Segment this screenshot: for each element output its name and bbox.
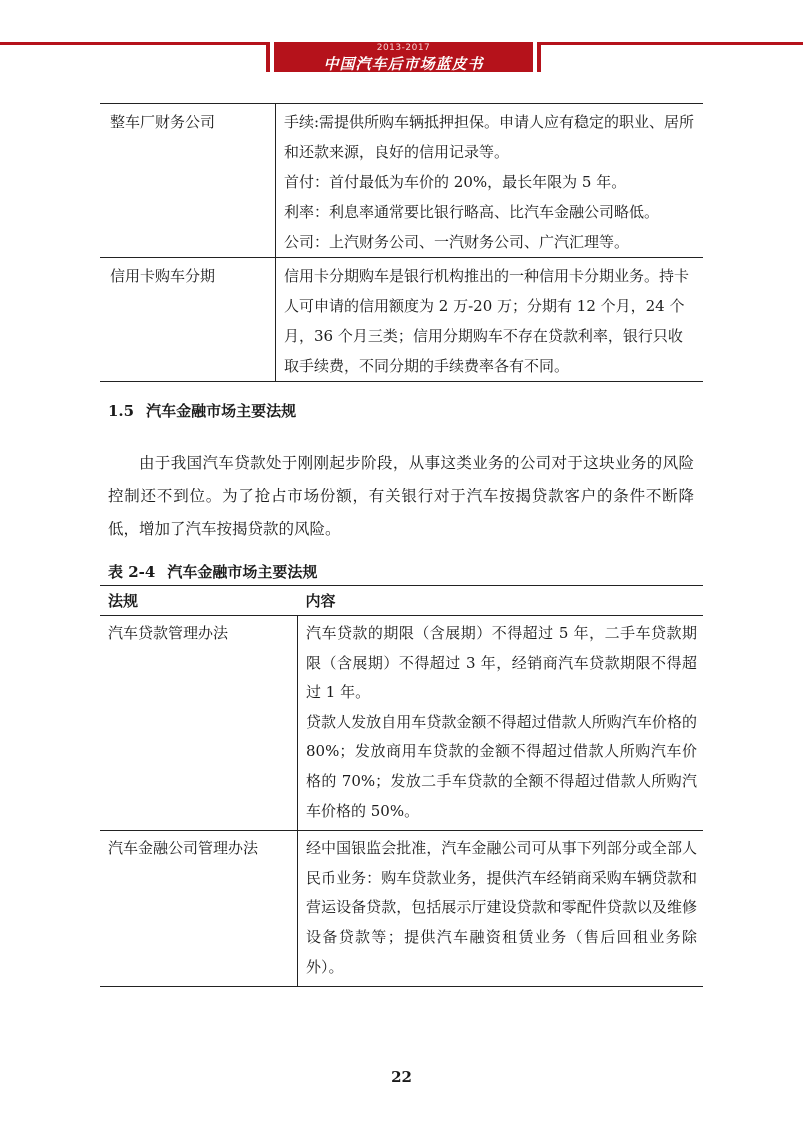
row-content <box>276 258 704 382</box>
table-row <box>100 258 703 382</box>
content-line: 首付：首付最低为车价的 20%，最长年限为 5 年。 <box>284 173 627 191</box>
content-line: 手续:需提供所购车辆抵押担保。申请人应有稳定的职业、居所和还款来源，良好的信用记录等。 <box>284 113 695 161</box>
column-header-content: 内容 <box>298 586 704 616</box>
row-name: 信用卡购车分期 <box>100 258 276 382</box>
section-number: 1.5 <box>108 402 135 420</box>
content-line: 公司：上汽财务公司、一汽财务公司、广汽汇理等。 <box>284 233 630 251</box>
row-content <box>298 616 704 831</box>
row-name: 整车厂财务公司 <box>100 104 276 258</box>
table-row <box>100 831 703 987</box>
header-rule-left <box>0 42 268 45</box>
row-name: 汽车贷款管理办法 <box>100 616 298 831</box>
header-banner <box>274 42 533 72</box>
table-number: 表 2-4 <box>108 563 156 581</box>
body-paragraph: 由于我国汽车贷款处于刚刚起步阶段，从事这类业务的公司对于这块业务的风险控制还不到位。为了抢占市场份额，有关银行对于汽车按揭贷款客户的条件不断降低，增加了汽车按揭贷款的风险。 <box>108 454 694 538</box>
table-row <box>100 616 703 831</box>
page-number: 22 <box>391 1068 412 1086</box>
row-content <box>276 104 704 258</box>
financing-methods-table <box>100 103 703 382</box>
section-title: 汽车金融市场主要法规 <box>146 402 297 420</box>
table-title: 汽车金融市场主要法规 <box>167 563 318 581</box>
header-rule-right <box>540 42 803 45</box>
content-line: 利率：利息率通常要比银行略高、比汽车金融公司略低。 <box>284 203 660 221</box>
header-title: 中国汽车后市场蓝皮书 <box>323 55 484 73</box>
header-accent-right <box>537 42 541 72</box>
header-accent-left <box>266 42 270 72</box>
section-heading <box>108 400 296 421</box>
header-year-range: 2013-2017 <box>376 43 431 53</box>
column-header-regulation: 法规 <box>100 586 298 616</box>
content-line: 经中国银监会批准，汽车金融公司可从事下列部分或全部人民币业务：购车贷款业务，提供汽车经销商采购车辆贷款和营运设备贷款，包括展示厅建设贷款和零配件贷款以及维修设备贷款等；提供汽车融资租赁业务（售后回租业务除外）。 <box>306 839 697 976</box>
table-row <box>100 104 703 258</box>
content-line: 贷款人发放自用车贷款金额不得超过借款人所购汽车价格的 80%；发放商用车贷款的金额不得超过借款人所购汽车价格的 70%；发放二手车贷款的全额不得超过借款人所购汽车价格的 50%。 <box>306 712 697 820</box>
content-line: 信用卡分期购车是银行机构推出的一种信用卡分期业务。持卡人可申请的信用额度为 2 万-20 万；分期有 12 个月，24 个月，36 个月三类；信用分期购车不存在贷款利率，银行只收取手续费，不同分期的手续费率各有不同。 <box>284 267 690 375</box>
regulations-table <box>100 585 703 987</box>
row-name: 汽车金融公司管理办法 <box>100 831 298 987</box>
content-line: 汽车贷款的期限（含展期）不得超过 5 年，二手车贷款期限（含展期）不得超过 3 年，经销商汽车贷款期限不得超过 1 年。 <box>306 624 697 702</box>
table-caption <box>108 561 317 582</box>
table-header-row <box>100 586 703 616</box>
row-content <box>298 831 704 987</box>
